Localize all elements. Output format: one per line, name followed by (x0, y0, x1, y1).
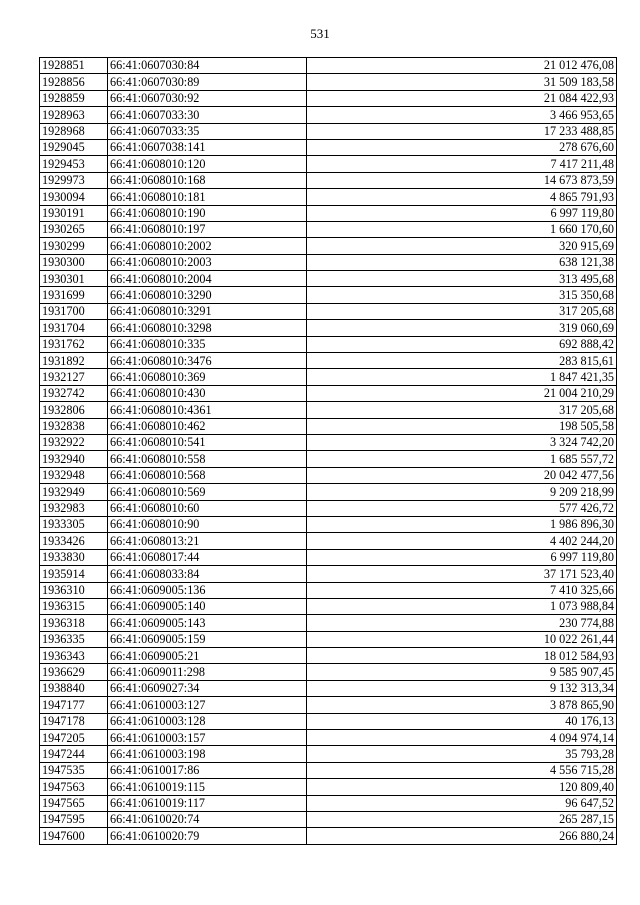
table-row (40, 74, 617, 90)
table-row (40, 566, 617, 582)
cadastral-number-cell: 66:41:0608010:335 (108, 336, 307, 352)
table-row (40, 811, 617, 827)
cadastral-number-cell: 66:41:0610003:128 (108, 713, 307, 729)
cadastral-value-cell: 31 509 183,58 (307, 74, 617, 90)
cadastral-value-cell: 317 205,68 (307, 303, 617, 319)
row-id-cell: 1936310 (40, 582, 108, 598)
row-id-cell: 1928968 (40, 123, 108, 139)
cadastral-value-cell: 6 997 119,80 (307, 549, 617, 565)
table-row (40, 533, 617, 549)
table-row (40, 123, 617, 139)
cadastral-number-cell: 66:41:0610017:86 (108, 762, 307, 778)
cadastral-number-cell: 66:41:0608010:3298 (108, 320, 307, 336)
cadastral-number-cell: 66:41:0609005:143 (108, 615, 307, 631)
table-row (40, 795, 617, 811)
cadastral-value-cell: 198 505,58 (307, 418, 617, 434)
row-id-cell: 1928859 (40, 90, 108, 106)
cadastral-value-cell: 18 012 584,93 (307, 648, 617, 664)
cadastral-number-cell: 66:41:0610020:79 (108, 828, 307, 844)
table-row (40, 500, 617, 516)
cadastral-value-cell: 1 685 557,72 (307, 451, 617, 467)
table-row (40, 90, 617, 106)
cadastral-value-table (39, 57, 617, 845)
row-id-cell: 1933305 (40, 516, 108, 532)
cadastral-value-cell: 7 410 325,66 (307, 582, 617, 598)
table-row (40, 172, 617, 188)
row-id-cell: 1935914 (40, 566, 108, 582)
cadastral-value-cell: 3 878 865,90 (307, 697, 617, 713)
cadastral-value-cell: 6 997 119,80 (307, 205, 617, 221)
table-row (40, 139, 617, 155)
cadastral-value-cell: 692 888,42 (307, 336, 617, 352)
table-row (40, 336, 617, 352)
cadastral-number-cell: 66:41:0608010:60 (108, 500, 307, 516)
cadastral-number-cell: 66:41:0608010:4361 (108, 402, 307, 418)
cadastral-value-cell: 1 073 988,84 (307, 598, 617, 614)
row-id-cell: 1931704 (40, 320, 108, 336)
row-id-cell: 1936343 (40, 648, 108, 664)
cadastral-value-cell: 120 809,40 (307, 779, 617, 795)
cadastral-value-cell: 9 585 907,45 (307, 664, 617, 680)
table-row (40, 664, 617, 680)
row-id-cell: 1936315 (40, 598, 108, 614)
cadastral-number-cell: 66:41:0608010:541 (108, 434, 307, 450)
cadastral-number-cell: 66:41:0608010:462 (108, 418, 307, 434)
cadastral-value-cell: 10 022 261,44 (307, 631, 617, 647)
row-id-cell: 1947565 (40, 795, 108, 811)
table-row (40, 648, 617, 664)
cadastral-number-cell: 66:41:0607030:84 (108, 58, 307, 74)
cadastral-number-cell: 66:41:0610020:74 (108, 811, 307, 827)
cadastral-value-cell: 4 402 244,20 (307, 533, 617, 549)
table-row (40, 582, 617, 598)
cadastral-value-cell: 37 171 523,40 (307, 566, 617, 582)
table-body (40, 58, 617, 845)
cadastral-value-cell: 319 060,69 (307, 320, 617, 336)
row-id-cell: 1930191 (40, 205, 108, 221)
row-id-cell: 1936629 (40, 664, 108, 680)
table-row (40, 303, 617, 319)
cadastral-value-cell: 317 205,68 (307, 402, 617, 418)
cadastral-number-cell: 66:41:0608010:90 (108, 516, 307, 532)
cadastral-number-cell: 66:41:0608010:569 (108, 484, 307, 500)
cadastral-number-cell: 66:41:0608010:120 (108, 156, 307, 172)
cadastral-number-cell: 66:41:0608010:197 (108, 221, 307, 237)
cadastral-number-cell: 66:41:0608010:2004 (108, 271, 307, 287)
cadastral-value-cell: 577 426,72 (307, 500, 617, 516)
cadastral-value-cell: 4 094 974,14 (307, 730, 617, 746)
cadastral-value-cell: 17 233 488,85 (307, 123, 617, 139)
cadastral-value-cell: 1 660 170,60 (307, 221, 617, 237)
row-id-cell: 1929973 (40, 172, 108, 188)
cadastral-value-cell: 35 793,28 (307, 746, 617, 762)
cadastral-value-cell: 20 042 477,56 (307, 467, 617, 483)
table-row (40, 353, 617, 369)
row-id-cell: 1931700 (40, 303, 108, 319)
row-id-cell: 1932949 (40, 484, 108, 500)
row-id-cell: 1931892 (40, 353, 108, 369)
table-row (40, 156, 617, 172)
cadastral-number-cell: 66:41:0610019:117 (108, 795, 307, 811)
cadastral-number-cell: 66:41:0608010:430 (108, 385, 307, 401)
cadastral-value-cell: 4 556 715,28 (307, 762, 617, 778)
cadastral-number-cell: 66:41:0608010:190 (108, 205, 307, 221)
table-row (40, 434, 617, 450)
table-row (40, 615, 617, 631)
row-id-cell: 1947177 (40, 697, 108, 713)
table-row (40, 402, 617, 418)
cadastral-number-cell: 66:41:0609011:298 (108, 664, 307, 680)
row-id-cell: 1932940 (40, 451, 108, 467)
cadastral-value-cell: 4 865 791,93 (307, 189, 617, 205)
table-row (40, 713, 617, 729)
cadastral-number-cell: 66:41:0608010:3291 (108, 303, 307, 319)
row-id-cell: 1931762 (40, 336, 108, 352)
cadastral-value-cell: 283 815,61 (307, 353, 617, 369)
cadastral-value-cell: 21 084 422,93 (307, 90, 617, 106)
table-row (40, 549, 617, 565)
table-row (40, 451, 617, 467)
cadastral-number-cell: 66:41:0608010:168 (108, 172, 307, 188)
row-id-cell: 1936335 (40, 631, 108, 647)
cadastral-value-cell: 40 176,13 (307, 713, 617, 729)
table-row (40, 287, 617, 303)
cadastral-value-cell: 266 880,24 (307, 828, 617, 844)
row-id-cell: 1947244 (40, 746, 108, 762)
cadastral-number-cell: 66:41:0608010:2002 (108, 238, 307, 254)
table-row (40, 730, 617, 746)
table-row (40, 697, 617, 713)
cadastral-value-cell: 265 287,15 (307, 811, 617, 827)
table-row (40, 467, 617, 483)
cadastral-value-cell: 7 417 211,48 (307, 156, 617, 172)
cadastral-number-cell: 66:41:0608017:44 (108, 549, 307, 565)
cadastral-value-cell: 14 673 873,59 (307, 172, 617, 188)
row-id-cell: 1947205 (40, 730, 108, 746)
cadastral-value-cell: 21 004 210,29 (307, 385, 617, 401)
cadastral-number-cell: 66:41:0610003:157 (108, 730, 307, 746)
table-row (40, 598, 617, 614)
table-row (40, 762, 617, 778)
cadastral-value-cell: 9 209 218,99 (307, 484, 617, 500)
cadastral-number-cell: 66:41:0607038:141 (108, 139, 307, 155)
row-id-cell: 1928963 (40, 107, 108, 123)
cadastral-value-cell: 278 676,60 (307, 139, 617, 155)
row-id-cell: 1932806 (40, 402, 108, 418)
row-id-cell: 1930300 (40, 254, 108, 270)
row-id-cell: 1928856 (40, 74, 108, 90)
cadastral-value-cell: 230 774,88 (307, 615, 617, 631)
cadastral-number-cell: 66:41:0608010:2003 (108, 254, 307, 270)
row-id-cell: 1930299 (40, 238, 108, 254)
cadastral-value-cell: 3 466 953,65 (307, 107, 617, 123)
row-id-cell: 1932127 (40, 369, 108, 385)
cadastral-number-cell: 66:41:0607033:35 (108, 123, 307, 139)
table-row (40, 779, 617, 795)
table-row (40, 320, 617, 336)
row-id-cell: 1930265 (40, 221, 108, 237)
row-id-cell: 1938840 (40, 680, 108, 696)
row-id-cell: 1947535 (40, 762, 108, 778)
row-id-cell: 1932922 (40, 434, 108, 450)
table-row (40, 385, 617, 401)
table-row (40, 254, 617, 270)
row-id-cell: 1936318 (40, 615, 108, 631)
cadastral-value-cell: 320 915,69 (307, 238, 617, 254)
cadastral-number-cell: 66:41:0609027:34 (108, 680, 307, 696)
cadastral-number-cell: 66:41:0609005:21 (108, 648, 307, 664)
row-id-cell: 1933426 (40, 533, 108, 549)
table-row (40, 271, 617, 287)
table-row (40, 238, 617, 254)
cadastral-value-cell: 1 847 421,35 (307, 369, 617, 385)
row-id-cell: 1929045 (40, 139, 108, 155)
row-id-cell: 1947600 (40, 828, 108, 844)
cadastral-number-cell: 66:41:0609005:136 (108, 582, 307, 598)
table-row (40, 484, 617, 500)
row-id-cell: 1929453 (40, 156, 108, 172)
table-row (40, 58, 617, 74)
row-id-cell: 1932948 (40, 467, 108, 483)
cadastral-number-cell: 66:41:0608010:568 (108, 467, 307, 483)
cadastral-number-cell: 66:41:0608013:21 (108, 533, 307, 549)
cadastral-number-cell: 66:41:0608010:3476 (108, 353, 307, 369)
cadastral-number-cell: 66:41:0608010:181 (108, 189, 307, 205)
row-id-cell: 1930301 (40, 271, 108, 287)
table-row (40, 369, 617, 385)
row-id-cell: 1947595 (40, 811, 108, 827)
cadastral-number-cell: 66:41:0607030:92 (108, 90, 307, 106)
row-id-cell: 1931699 (40, 287, 108, 303)
row-id-cell: 1928851 (40, 58, 108, 74)
cadastral-value-cell: 315 350,68 (307, 287, 617, 303)
row-id-cell: 1947563 (40, 779, 108, 795)
table-row (40, 680, 617, 696)
cadastral-number-cell: 66:41:0608033:84 (108, 566, 307, 582)
cadastral-value-cell: 21 012 476,08 (307, 58, 617, 74)
cadastral-number-cell: 66:41:0609005:140 (108, 598, 307, 614)
table-row (40, 746, 617, 762)
table-row (40, 205, 617, 221)
cadastral-value-cell: 1 986 896,30 (307, 516, 617, 532)
cadastral-number-cell: 66:41:0610003:198 (108, 746, 307, 762)
cadastral-value-cell: 96 647,52 (307, 795, 617, 811)
table-row (40, 631, 617, 647)
row-id-cell: 1932838 (40, 418, 108, 434)
table-row (40, 828, 617, 844)
cadastral-number-cell: 66:41:0610003:127 (108, 697, 307, 713)
row-id-cell: 1932983 (40, 500, 108, 516)
cadastral-number-cell: 66:41:0609005:159 (108, 631, 307, 647)
row-id-cell: 1933830 (40, 549, 108, 565)
cadastral-value-cell: 313 495,68 (307, 271, 617, 287)
row-id-cell: 1930094 (40, 189, 108, 205)
table-row (40, 107, 617, 123)
row-id-cell: 1932742 (40, 385, 108, 401)
cadastral-value-cell: 9 132 313,34 (307, 680, 617, 696)
table-row (40, 221, 617, 237)
cadastral-number-cell: 66:41:0607030:89 (108, 74, 307, 90)
table-row (40, 516, 617, 532)
cadastral-value-cell: 638 121,38 (307, 254, 617, 270)
row-id-cell: 1947178 (40, 713, 108, 729)
cadastral-number-cell: 66:41:0608010:369 (108, 369, 307, 385)
page-number: 531 (310, 26, 330, 41)
cadastral-value-cell: 3 324 742,20 (307, 434, 617, 450)
cadastral-number-cell: 66:41:0607033:30 (108, 107, 307, 123)
table-row (40, 189, 617, 205)
table-row (40, 418, 617, 434)
cadastral-number-cell: 66:41:0608010:558 (108, 451, 307, 467)
cadastral-number-cell: 66:41:0610019:115 (108, 779, 307, 795)
cadastral-number-cell: 66:41:0608010:3290 (108, 287, 307, 303)
